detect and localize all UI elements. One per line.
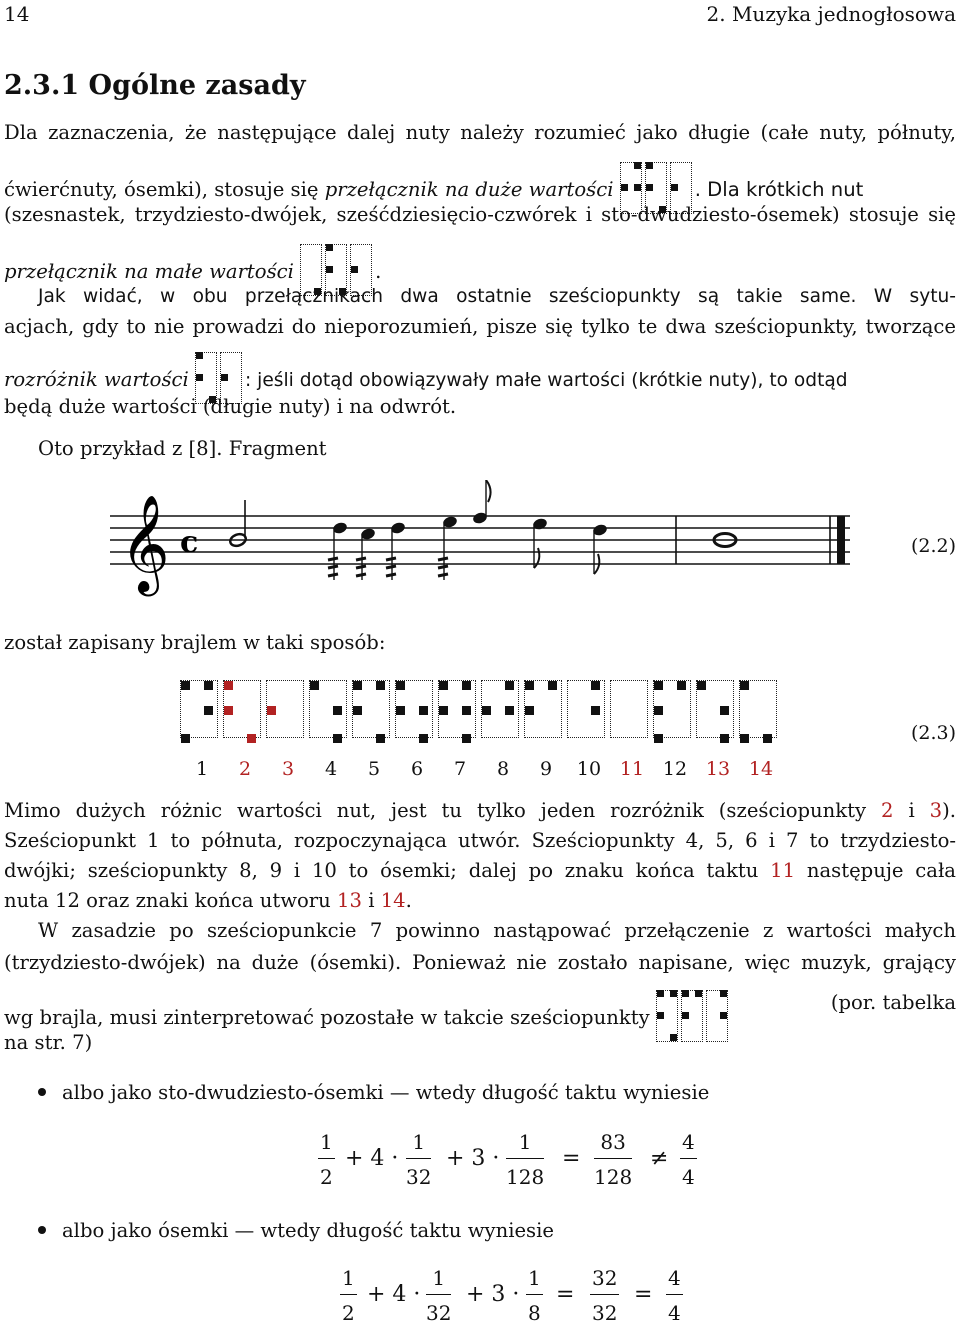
braille-cell-3 <box>266 680 304 738</box>
p2-line2: acjach, gdy to nie prowadzi do nieporozumień, pisze się tylko te dwa sześciopunkty, tworzące <box>4 315 956 338</box>
fraction: $\frac{4}{4}$ <box>682 1130 695 1189</box>
cell-number: 7 <box>453 758 467 780</box>
p1-line3: (szesnastek, trzydziesto-dwójek, sześćdziesięcio-czwórek i sto-dwudziesto-ósemek) stosuje się <box>4 203 956 226</box>
text: . <box>405 889 412 912</box>
ref: 11 <box>770 859 796 882</box>
text: ). <box>942 799 956 822</box>
text: : jeśli dotąd obowiązywały małe wartości (krótkie nuty), to odtąd <box>244 370 848 391</box>
p5-line2: Sześciopunkt 1 to półnuta, rozpoczynająca utwór. Sześciopunkty 4, 5, 6 i 7 to trzydziesto- <box>4 829 956 852</box>
p4-line1: został zapisany brajlem w taki sposób: <box>4 631 386 654</box>
text: i <box>893 799 930 822</box>
fraction: $\frac{1}{32}$ <box>426 1266 452 1325</box>
p6-line4: na str. 7) <box>4 1031 93 1054</box>
staff-lines <box>110 516 850 564</box>
braille-cell-4 <box>309 680 347 738</box>
cell-number: 13 <box>705 758 731 780</box>
text: (por. tabelka <box>830 991 956 1014</box>
braille-cell-9 <box>524 680 562 738</box>
eighth-notes <box>472 480 607 574</box>
fraction: $\frac{1}{2}$ <box>342 1266 355 1325</box>
p1-line1: Dla zaznaczenia, że następujące dalej nuty należy rozumieć jako długie (całe nuty, półnuty, <box>4 121 956 144</box>
braille-cell-1 <box>180 680 218 738</box>
cell-number: 12 <box>662 758 688 780</box>
p5-line1 <box>4 798 956 824</box>
fraction: $\frac{83}{128}$ <box>594 1130 633 1189</box>
braille-cell-7 <box>438 680 476 738</box>
operator: = <box>562 1146 581 1171</box>
fraction: $\frac{1}{32}$ <box>406 1130 432 1189</box>
operator: = <box>556 1282 575 1307</box>
cell-number: 1 <box>195 758 209 780</box>
cell-number: 4 <box>324 758 338 780</box>
braille-cell-5 <box>352 680 390 738</box>
operator: + 4 · <box>367 1282 421 1307</box>
text: ćwierćnuty, ósemki), stosuje się <box>4 178 325 201</box>
braille-cell-6 <box>395 680 433 738</box>
p6-line1: W zasadzie po sześciopunkcie 7 powinno nastąpować przełączenie z wartości małych <box>38 919 956 942</box>
term-big-values: przełącznik na duże wartości <box>324 178 614 201</box>
operator: + 3 · <box>466 1282 520 1307</box>
operator: + 3 · <box>446 1146 500 1171</box>
braille-cell-8 <box>481 680 519 738</box>
term-small-values: przełącznik na małe wartości <box>4 260 294 283</box>
cell-number: 9 <box>539 758 553 780</box>
music-notation <box>110 480 870 600</box>
cell-number: 2 <box>238 758 252 780</box>
cell-number: 3 <box>281 758 295 780</box>
p5-line3 <box>4 858 956 884</box>
bullet-1: albo jako sto-dwudziesto-ósemki — wtedy długość taktu wyniesie <box>62 1081 710 1104</box>
braille-cell-2 <box>223 680 261 738</box>
text: . <box>375 260 382 283</box>
braille-cell-13 <box>696 680 734 738</box>
ref: 13 <box>337 889 362 912</box>
braille-cell-10 <box>567 680 605 738</box>
braille-transcription <box>180 680 782 738</box>
text: . Dla krótkich nut <box>694 178 864 201</box>
fraction: $\frac{32}{32}$ <box>592 1266 618 1325</box>
cell-number: 8 <box>496 758 510 780</box>
section-title: 2.3.1 Ogólne zasady <box>4 70 306 101</box>
fraction: $\frac{1}{8}$ <box>528 1266 541 1325</box>
cell-number: 10 <box>576 758 602 780</box>
p6-line2: (trzydziesto-dwójek) na duże (ósemki). Ponieważ nie zostało napisane, więc muzyk, grający <box>4 951 956 974</box>
page-number: 14 <box>4 2 30 26</box>
running-header: 2. Muzyka jednogłosowa <box>706 2 956 26</box>
braille-cell-12 <box>653 680 691 738</box>
p5-line4 <box>4 888 956 914</box>
bullet-dot <box>38 1226 46 1234</box>
equation-number-2-2: (2.2) <box>910 535 956 557</box>
operator: + 4 · <box>345 1146 399 1171</box>
text: i <box>361 889 381 912</box>
cell-number: 11 <box>619 758 645 780</box>
cell-number: 6 <box>410 758 424 780</box>
operator: = <box>634 1282 653 1307</box>
braille-cell-11 <box>610 680 648 738</box>
common-time-icon: c <box>180 525 199 560</box>
ref: 3 <box>929 799 943 822</box>
p2-line4: będą duże wartości (długie nuty) i na odwrót. <box>4 395 457 418</box>
bullet-dot <box>38 1088 46 1096</box>
fraction: $\frac{4}{4}$ <box>668 1266 681 1325</box>
text: dwójki; sześciopunkty 8, 9 i 10 to ósemki; dalej po znaku końca taktu <box>4 859 771 882</box>
text: wg brajla, musi zinterpretować pozostałe w takcie sześciopunkty <box>4 1006 650 1029</box>
treble-clef-icon: 𝄞 <box>120 494 170 592</box>
thirty-second-notes <box>328 516 458 580</box>
fraction: $\frac{1}{2}$ <box>320 1130 333 1189</box>
text: Mimo dużych różnic wartości nut, jest tu tylko jeden rozróżnik (sześciopunkty <box>4 799 882 822</box>
bullet-2: albo jako ósemki — wtedy długość taktu wyniesie <box>62 1219 554 1242</box>
equation-number-2-3: (2.3) <box>910 722 956 744</box>
fraction: $\frac{1}{128}$ <box>506 1130 545 1189</box>
ref: 14 <box>380 889 406 912</box>
text: nuta 12 oraz znaki końca utworu <box>4 889 338 912</box>
half-note <box>229 500 248 548</box>
p2-line1: Jak widać, w obu przełącznikach dwa ostatnie sześciopunkty są takie same. W sytu- <box>38 286 956 307</box>
text: następuje cała <box>795 859 956 882</box>
term-distinguisher: rozróżnik wartości <box>4 368 189 391</box>
operator: ≠ <box>650 1146 669 1171</box>
ref: 2 <box>881 799 894 822</box>
p3-line1: Oto przykład z [8]. Fragment <box>38 437 327 460</box>
braille-cell-14 <box>739 680 777 738</box>
cell-number: 5 <box>367 758 381 780</box>
cell-number: 14 <box>748 758 774 780</box>
